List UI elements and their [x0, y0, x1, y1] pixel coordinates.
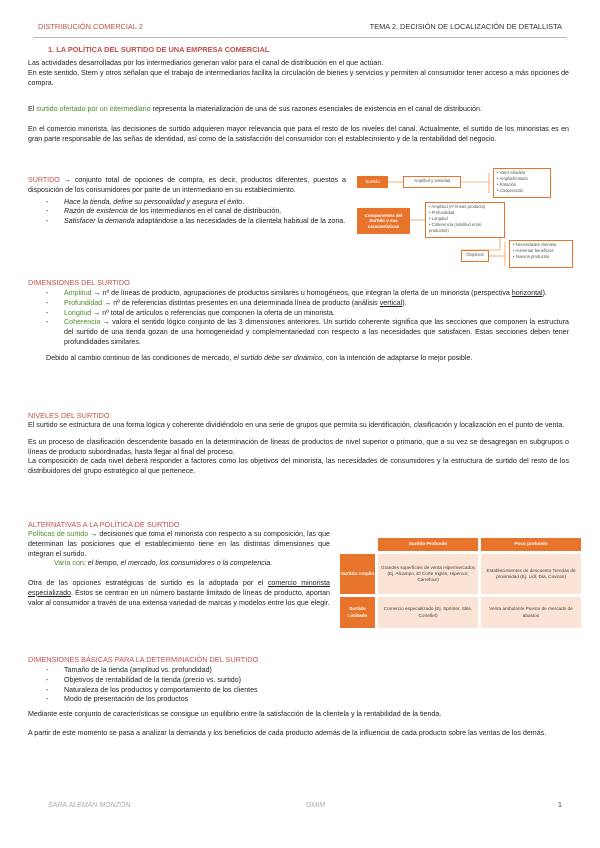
para-stern: En este sentido, Stern y otros señalan que el trabajo de intermediarios facilita la circulación de bienes y servicios y permiten al consumidor tener acceso a más opciones de compra.: [28, 68, 569, 87]
para-dinamico: Debido al cambio continuo de las condiciones de mercado, el surtido debe ser dinámico, con la intención de adaptarse lo mejor posible.: [46, 353, 473, 362]
para-especializado: Otra de las opciones estratégicas de surtido es la adoptada por el comercio minorista especializado. Éstos se centran en un número bastante limitado de líneas de producto, aportan valor al consumidor a través de una extensa variedad de marcas y modelos entre los que elegir.: [28, 579, 330, 607]
list-item: - Tamaño de la tienda (amplitud vs. profundidad): [28, 666, 569, 676]
header-divider: [33, 37, 567, 38]
table-cell: Comercio especializado (Ej. Sprinter, Slite, Cortefiel): [378, 597, 478, 628]
list-item: - Longitud → nº total de artículos o referencias que componen la oferta de un minorista.: [28, 309, 569, 319]
para-politicas: Políticas de surtido → decisiones que toma el minorista con respecto a su composición, las que determinan las posiciones que el establecimiento tiene en las distintas dimensiones que integran el surtido.: [28, 530, 330, 558]
para-surtido-def: SURTIDO → conjunto total de opciones de compra, es decir, productos diferentes, puestos a disposición de los consumidores por parte de un intermediario en su establecimiento.: [28, 176, 346, 194]
list-item: - Coherencia → valora el sentido lógico conjunto de las 3 dimensiones anteriores. Un surtido coherente significa que las secciones que componen la estructura del surtido de una tienda gozan de una homogeneidad y complementariedad con respecto a las necesidades que satisfacen. Estas secciones deben tener profundidades similares.: [28, 318, 569, 347]
table-cell: Establecimientos de descuento Tiendas de proximidad (Ej. Lidl, Dia, Coviran): [481, 554, 581, 594]
para-niveles-1: El surtido se estructura de una forma lógica y coherente dividiéndolo en una serie de grupos que permita su identificación, clasificación y localización en el punto de venta.: [28, 421, 565, 430]
para-equilibrio: Mediante este conjunto de características se consigue un equilibrio entre la satisfacción de la clientela y la rentabilidad de la tienda.: [28, 710, 442, 719]
header-chapter: TEMA 2. DECISIÓN DE LOCALIZACIÓN DE DETALLISTA: [369, 22, 562, 31]
basicas-list: [28, 666, 569, 705]
section-title-alternativas: ALTERNATIVAS A LA POLÍTICA DE SURTIDO: [28, 520, 180, 529]
table-cell: Venta ambulante Puesto de mercado de abastos: [481, 597, 581, 628]
para-analizar: A partir de este momento se pasa a analizar la demanda y los beneficios de cada producto además de la influencia de cada producto sobre las ventas de los demás.: [28, 728, 547, 737]
term-surtido: SURTIDO: [28, 176, 60, 184]
list-item: - Satisfacer la demanda adaptándose a las necesidades de la clientela habitual de la zona.: [28, 217, 346, 227]
surtido-bullets: [28, 198, 346, 227]
para-niveles-2: Es un proceso de clasificación descendente basado en la determinación de líneas de productos de nivel superior o primario, que a su vez se desagregan en subgrupos o líneas de producto subordinadas, hasta llegar al final del proceso.: [28, 437, 569, 456]
diagram-list-middle: • Amplitud (nº líneas producto) • Profundidad • Longitud • Coherencia (similitud entre productos): [425, 202, 505, 238]
list-item: - Objetivos de rentabilidad de la tienda (precio vs. surtido): [28, 676, 569, 686]
section-title-dimensiones: DIMENSIONES DEL SURTIDO: [28, 278, 130, 287]
diagram-node-componentes: Componentes del Surtido y sus características: [357, 208, 410, 234]
surtido-diagram: [357, 168, 585, 268]
footer-author: SARA ALEMÁN MONZÓN: [48, 802, 131, 809]
para-niveles-3: La composición de cada nivel deberá responder a factores como los objetivos del minorista, las necesidades de consumidores y la estructura de surtido del resto de los distribuidores del grupo estratégico al que pertenece.: [28, 457, 569, 476]
section-title-politica: 1. LA POLÍTICA DEL SURTIDO DE UNA EMPRESA COMERCIAL: [48, 45, 270, 54]
list-item: - Amplitud → nº de líneas de producto, agrupaciones de productos similares u homogéneos, que integran la oferta de un minorista (perspectiva horizontal).: [28, 289, 569, 299]
list-item: - Hace la tienda, define su personalidad y asegura el éxito.: [28, 198, 346, 208]
section-title-niveles: NIVELES DEL SURTIDO: [28, 411, 110, 420]
table-row-amplio: Surtido Amplio: [340, 554, 375, 594]
term-surtido-ofertado: surtido ofertado por un intermediario: [36, 105, 151, 113]
para-actividades: Las actividades desarrolladas por los intermediarios generan valor para el canal de distribución en el que actúan.: [28, 59, 384, 67]
diagram-node-amplitud: Amplitud y variedad: [403, 176, 461, 188]
footer-page-number: 1: [558, 802, 562, 809]
table-row-limitado: Surtido Limitado: [340, 597, 375, 628]
para-surtido-ofertado: El surtido ofertado por un intermediario representa la materialización de una de sus razones esenciales de existencia en el canal de distribución.: [28, 105, 482, 113]
list-item: - Razón de existencia de los intermediarios en el canal de distribución.: [28, 207, 346, 217]
table-cell: Grandes superficies de venta Hipermercados (Ej. Alcampo, El Corte Inglés, Hipercor, Carrefour): [378, 554, 478, 594]
para-varia: Varía con: el tiempo, el mercado, los consumidores o la competencia.: [54, 559, 273, 568]
diagram-list-bottom: • Necesidades clientela • Aumentar beneficios • Nuevos productos: [509, 240, 573, 268]
list-item: - Naturaleza de los productos y comportamiento de los clientes: [28, 686, 569, 696]
para-comercio-minorista: En el comercio minorista, las decisiones de surtido adquieren mayor relevancia que para el resto de los niveles del canal. Actualmente, el surtido de los minoristas es en gran parte responsable de las señas de identidad, así como de la satisfacción del consumidor con el establecimiento y de la rentabilidad del negocio.: [28, 125, 569, 143]
diagram-node-objetivos: Objetivos: [461, 250, 489, 262]
list-item: - Modo de presentación de los productos: [28, 695, 569, 705]
diagram-node-surtido: Surtido: [357, 176, 388, 188]
table-header-profundo: Surtido Profundo: [378, 538, 478, 551]
section-title-basicas: DIMENSIONES BÁSICAS PARA LA DETERMINACIÓN DEL SURTIDO: [28, 655, 259, 664]
header-subject: DISTRIBUCIÓN COMERCIAL 2: [38, 22, 143, 31]
list-item: - Profundidad → nº de referencias distintas presentes en una determinada línea de producto (análisis vertical).: [28, 299, 569, 309]
dimensiones-list: [28, 289, 569, 348]
table-header-poco-profundo: Poco profundo: [481, 538, 581, 551]
footer-course: GMIM: [306, 802, 326, 809]
diagram-list-top: • Valor añadido • Amplio/limitado • Rotación • Cooperación: [493, 168, 551, 198]
